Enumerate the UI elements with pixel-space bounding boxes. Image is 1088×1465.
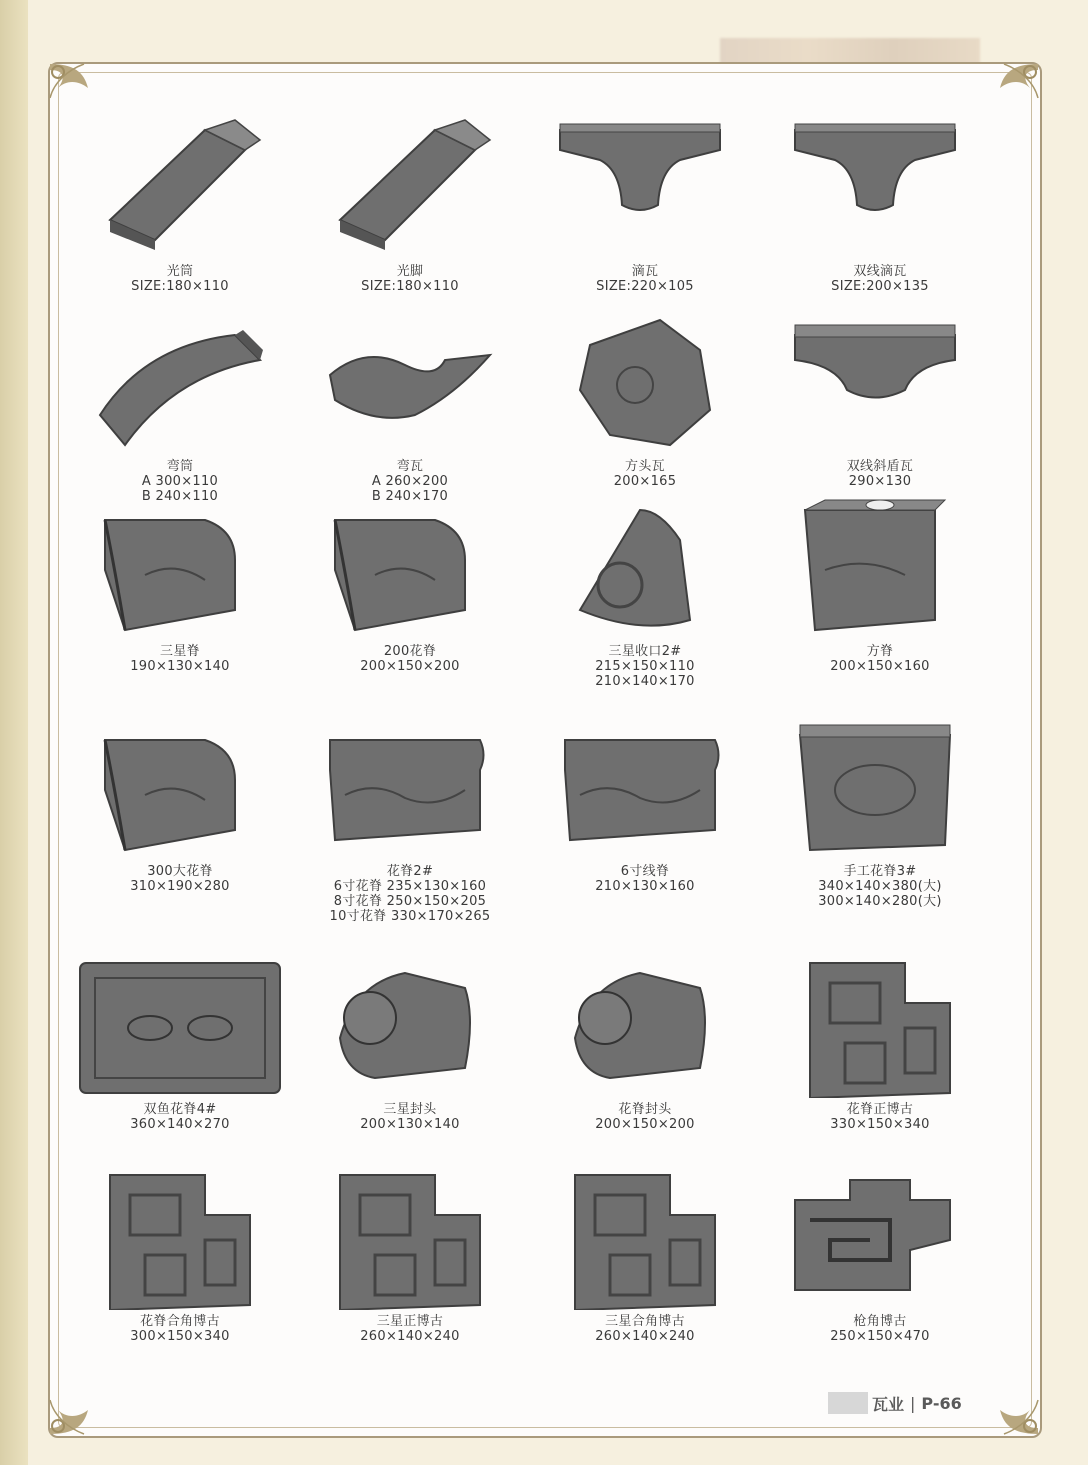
tile-image [760,490,1000,644]
product-name: 方脊 [866,644,894,659]
product-spec: 310×190×280 [130,879,230,894]
redacted-logo-block [828,1392,868,1414]
product-spec: 210×130×160 [595,879,695,894]
tile-image [525,490,765,644]
tile-image [60,490,300,644]
product-name: 三星正博古 [376,1314,444,1329]
tile-image [760,110,1000,264]
product-name: 花脊2# [386,864,434,879]
tile-image [760,1160,1000,1314]
product-card [760,710,1000,909]
product-card [290,1160,530,1344]
product-card [760,1160,1000,1344]
tile-image [290,1160,530,1314]
product-card [760,948,1000,1132]
product-card [60,1160,300,1344]
product-card [525,948,765,1132]
product-spec: 6寸花脊 235×130×160 8寸花脊 250×150×205 10寸花脊 330×170×265 [329,879,491,924]
product-spec: 300×150×340 [130,1329,230,1344]
product-name: 花脊正博古 [846,1102,914,1117]
product-name: 200花脊 [383,644,437,659]
product-spec: 250×150×470 [830,1329,930,1344]
tile-image [290,305,530,459]
product-card [60,710,300,894]
product-name: 三星封头 [383,1102,437,1117]
product-card [525,490,765,689]
tile-image [60,110,300,264]
product-grid [60,90,1020,1380]
product-name: 弯瓦 [396,459,424,474]
footer-brand: 瓦业 [872,1394,905,1414]
product-card [60,490,300,674]
tile-image [525,948,765,1102]
product-spec: SIZE:220×105 [596,279,694,294]
product-name: 双鱼花脊4# [143,1102,217,1117]
page-footer [828,1390,962,1416]
product-card [525,110,765,294]
product-name: 300大花脊 [147,864,213,879]
tile-image [760,710,1000,864]
product-card [760,110,1000,294]
product-name: 三星脊 [160,644,200,659]
product-spec: 200×150×200 [360,659,460,674]
tile-image [290,710,530,864]
product-spec: 340×140×380(大) 300×140×280(大) [818,879,942,909]
tile-image [525,305,765,459]
product-name: 双线滴瓦 [853,264,907,279]
product-name: 光脚 [396,264,424,279]
product-card [525,710,765,894]
product-spec: 200×150×160 [830,659,930,674]
product-spec: 200×165 [613,474,677,489]
product-name: 三星合角博古 [605,1314,685,1329]
product-card [60,948,300,1132]
product-card [290,710,530,924]
product-spec: A 260×200 B 240×170 [371,474,449,504]
product-name: 方头瓦 [625,459,665,474]
tile-image [60,948,300,1102]
tile-image [525,710,765,864]
product-name: 三星收口2# [608,644,682,659]
product-spec: SIZE:180×110 [131,279,229,294]
product-name: 双线斜盾瓦 [846,459,914,474]
product-spec: 330×150×340 [830,1117,930,1132]
product-card [525,1160,765,1344]
product-name: 滴瓦 [631,264,659,279]
product-name: 光筒 [166,264,194,279]
product-card [525,305,765,489]
footer-page-number: P-66 [921,1393,962,1413]
product-spec: 260×140×240 [595,1329,695,1344]
product-name: 枪角博古 [853,1314,907,1329]
footer-separator: | [910,1393,916,1413]
tile-image [290,110,530,264]
tile-image [760,305,1000,459]
tile-image [760,948,1000,1102]
product-card [760,305,1000,489]
product-spec: 360×140×270 [130,1117,230,1132]
product-spec: 200×150×200 [595,1117,695,1132]
product-spec: A 300×110 B 240×110 [141,474,219,504]
corner-ornament-icon [44,1370,114,1440]
product-card [60,305,300,504]
product-card [290,948,530,1132]
product-card [760,490,1000,674]
product-name: 弯筒 [166,459,194,474]
tile-image [525,110,765,264]
product-name: 花脊封头 [618,1102,672,1117]
product-card [290,110,530,294]
product-name: 花脊合角博古 [140,1314,220,1329]
tile-image [60,1160,300,1314]
tile-image [290,490,530,644]
product-card [290,490,530,674]
tile-image [60,305,300,459]
product-spec: SIZE:200×135 [831,279,929,294]
corner-ornament-icon [974,1370,1044,1440]
product-spec: 200×130×140 [360,1117,460,1132]
product-name: 6寸线脊 [620,864,670,879]
product-card [60,110,300,294]
tile-image [290,948,530,1102]
product-spec: 215×150×110 210×140×170 [595,659,695,689]
product-card [290,305,530,504]
product-spec: 290×130 [848,474,912,489]
tile-image [525,1160,765,1314]
product-spec: SIZE:180×110 [361,279,459,294]
product-spec: 190×130×140 [130,659,230,674]
product-spec: 260×140×240 [360,1329,460,1344]
redacted-header-block [720,38,980,64]
product-name: 手工花脊3# [843,864,917,879]
tile-image [60,710,300,864]
